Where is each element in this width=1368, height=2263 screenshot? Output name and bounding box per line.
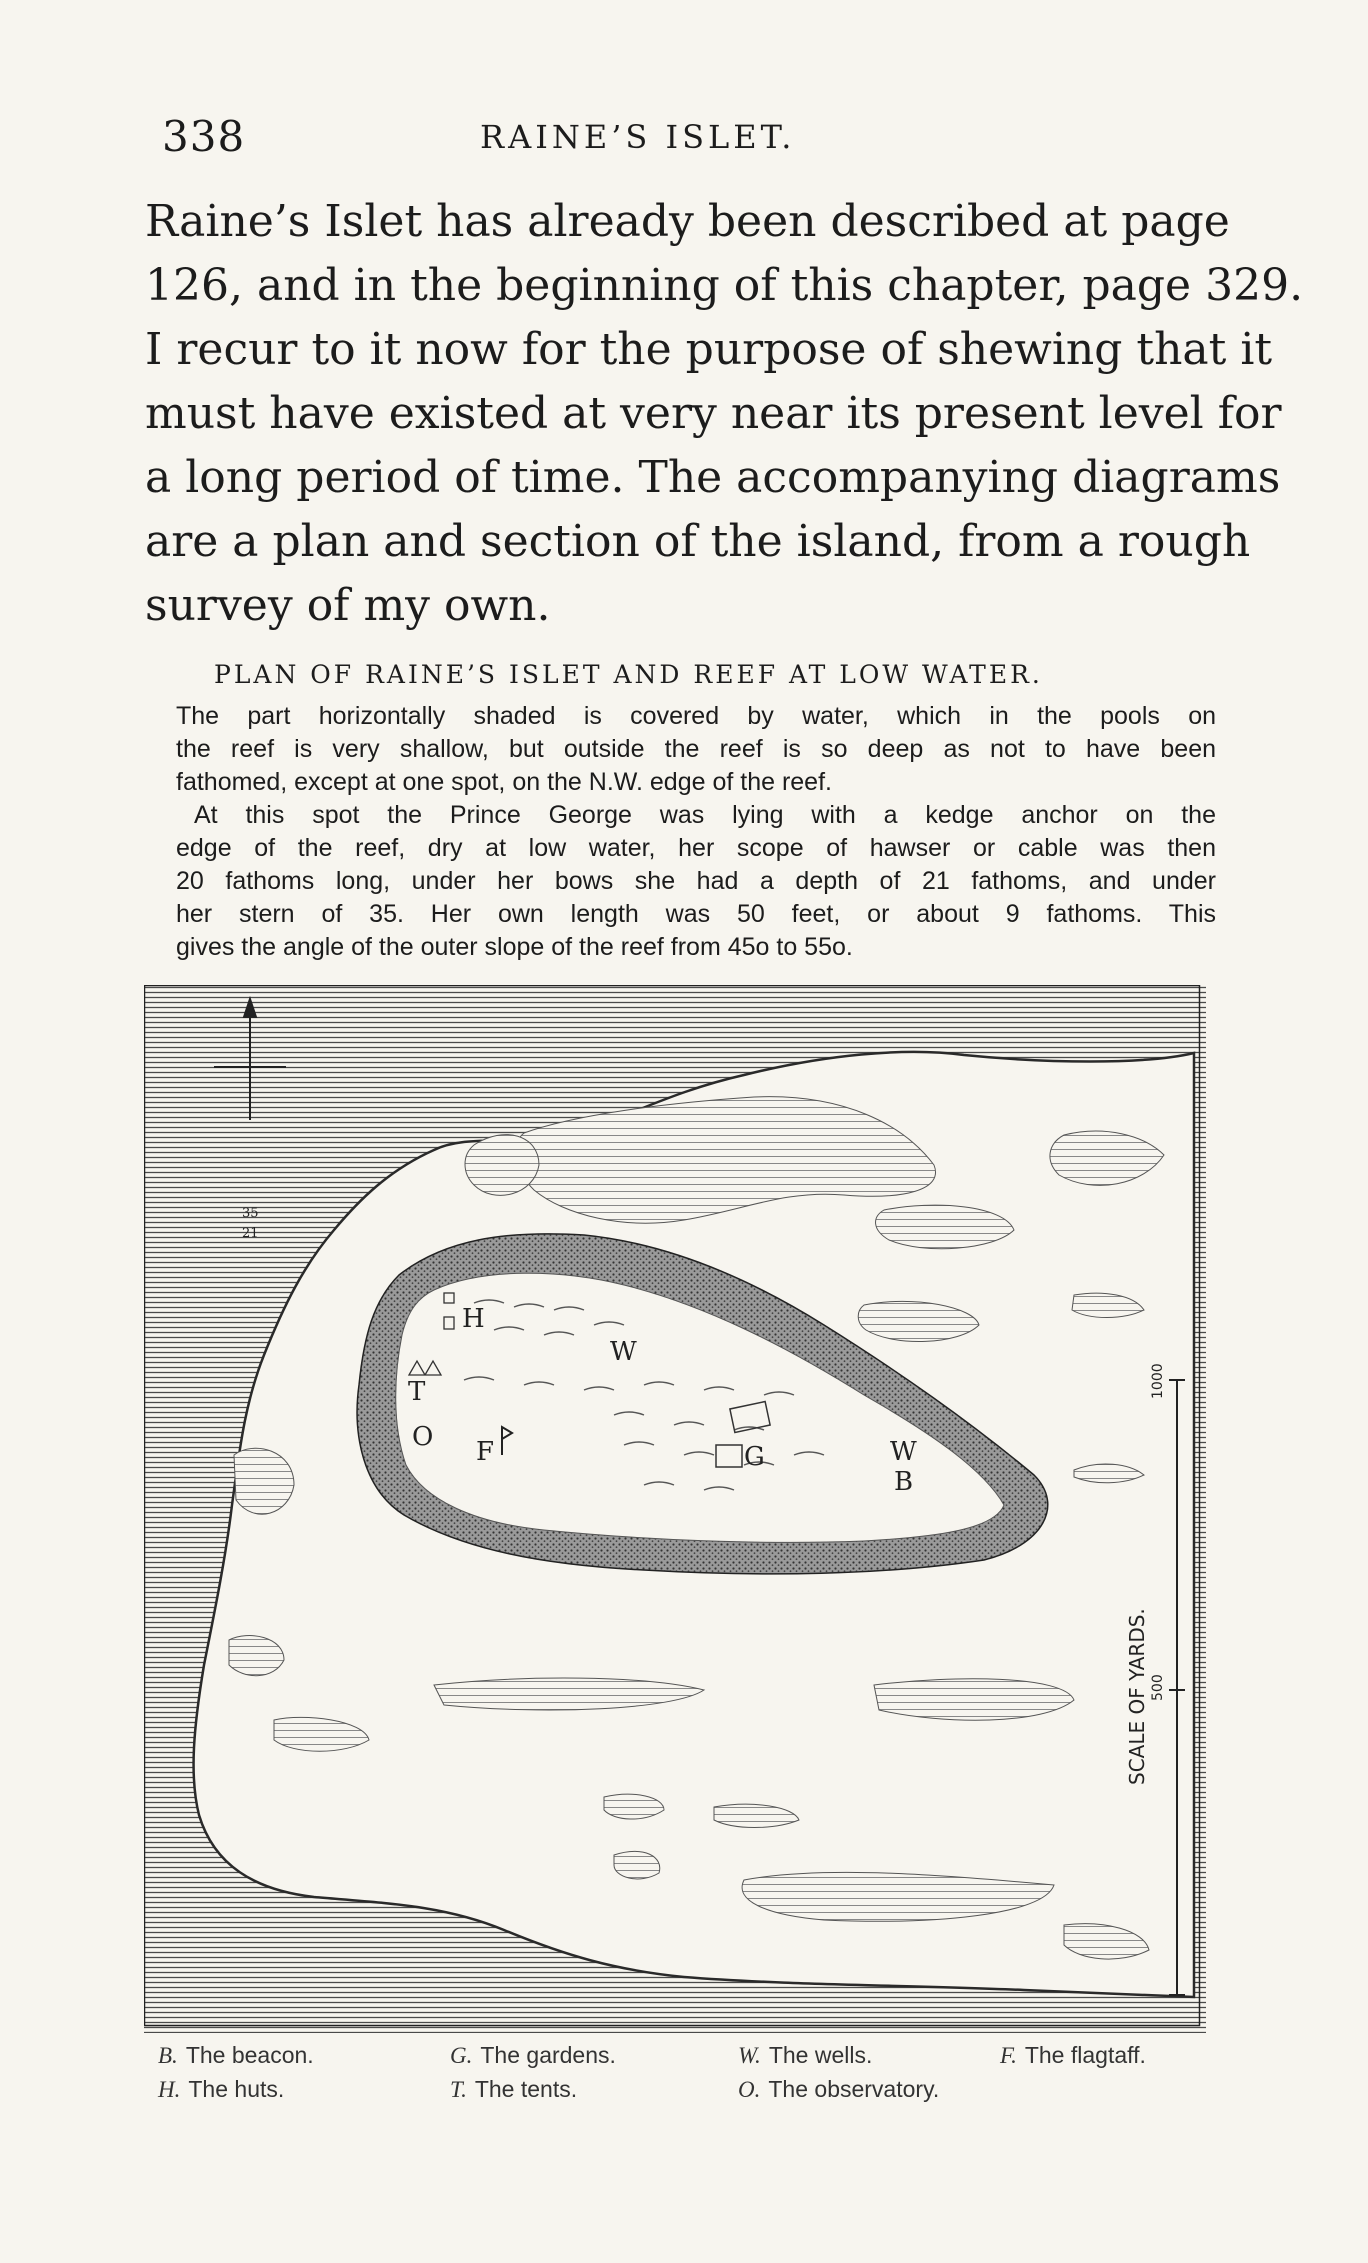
scale-label: SCALE OF YARDS. bbox=[1125, 1608, 1149, 1785]
map-label-observatory: O bbox=[412, 1422, 434, 1452]
running-head: RAINE’S ISLET. bbox=[480, 118, 796, 156]
legend-item bbox=[738, 2042, 872, 2069]
legend-item bbox=[1000, 2042, 1146, 2069]
legend-key: F. bbox=[1000, 2043, 1017, 2068]
scale-tick-label: 500 bbox=[1150, 1674, 1166, 1701]
reef-pool bbox=[614, 1851, 660, 1879]
legend-label: The wells. bbox=[768, 2042, 873, 2068]
legend-key: W. bbox=[738, 2043, 761, 2068]
page-number: 338 bbox=[162, 112, 246, 161]
map-label-wells: W bbox=[610, 1337, 637, 1367]
legend-label: The tents. bbox=[474, 2076, 578, 2102]
map-label-wells: W bbox=[890, 1437, 917, 1467]
scale-tick-label: 1000 bbox=[1150, 1363, 1166, 1399]
legend-label: The huts. bbox=[188, 2076, 285, 2102]
map-label-beacon: B bbox=[894, 1467, 914, 1497]
legend-label: The observatory. bbox=[768, 2076, 940, 2102]
caption-line: edge of the reef, dry at low water, her scope of hawser or cable was then bbox=[176, 834, 1216, 862]
map-label-huts: H bbox=[462, 1304, 485, 1334]
depth-label: 35 bbox=[242, 1206, 259, 1221]
legend-item bbox=[738, 2076, 939, 2103]
caption-line: The part horizontally shaded is covered by water, which in the pools on bbox=[176, 702, 1216, 730]
paragraph-line: must have existed at very near its present level for bbox=[145, 388, 1282, 439]
map-label-tents: T bbox=[408, 1377, 426, 1407]
caption-line: At this spot the Prince George was lying with a kedge anchor on the bbox=[194, 801, 1216, 829]
paragraph-line: 126, and in the beginning of this chapter, page 329. bbox=[145, 260, 1304, 311]
legend-item bbox=[450, 2076, 577, 2103]
caption-line: 20 fathoms long, under her bows she had a depth of 21 fathoms, and under bbox=[176, 867, 1216, 895]
caption-line: gives the angle of the outer slope of the reef from 45o to 55o. bbox=[176, 933, 853, 961]
legend-key: H. bbox=[158, 2077, 181, 2102]
legend-key: B. bbox=[158, 2043, 178, 2068]
legend-label: The flagtaff. bbox=[1024, 2042, 1146, 2068]
caption-line: the reef is very shallow, but outside the reef is so deep as not to have been bbox=[176, 735, 1216, 763]
figure-title: PLAN OF RAINE’S ISLET AND REEF AT LOW WATER. bbox=[214, 660, 1043, 689]
figure-caption bbox=[176, 700, 1216, 964]
legend-key: O. bbox=[738, 2077, 761, 2102]
legend-key: G. bbox=[450, 2043, 473, 2068]
legend-label: The gardens. bbox=[480, 2042, 616, 2068]
legend-item bbox=[158, 2076, 284, 2103]
legend-item bbox=[158, 2042, 314, 2069]
paragraph-line: survey of my own. bbox=[145, 580, 551, 631]
map-label-flagstaff: F bbox=[476, 1437, 495, 1467]
legend-label: The beacon. bbox=[185, 2042, 314, 2068]
caption-line: her stern of 35. Her own length was 50 feet, or about 9 fathoms. This bbox=[176, 900, 1216, 928]
paragraph-line: Raine’s Islet has already been described at page bbox=[145, 196, 1230, 247]
map-label-gardens: G bbox=[744, 1442, 765, 1472]
legend-key: T. bbox=[450, 2077, 467, 2102]
caption-line: fathomed, except at one spot, on the N.W. edge of the reef. bbox=[176, 768, 832, 796]
legend-item bbox=[450, 2042, 616, 2069]
islet-plan-map bbox=[144, 985, 1206, 2033]
paragraph-line: are a plan and section of the island, from a rough bbox=[145, 516, 1251, 567]
paragraph-line: I recur to it now for the purpose of shewing that it bbox=[145, 324, 1273, 375]
body-paragraph bbox=[145, 190, 1304, 638]
depth-label: 21 bbox=[242, 1226, 259, 1241]
paragraph-line: a long period of time. The accompanying diagrams bbox=[145, 452, 1281, 503]
